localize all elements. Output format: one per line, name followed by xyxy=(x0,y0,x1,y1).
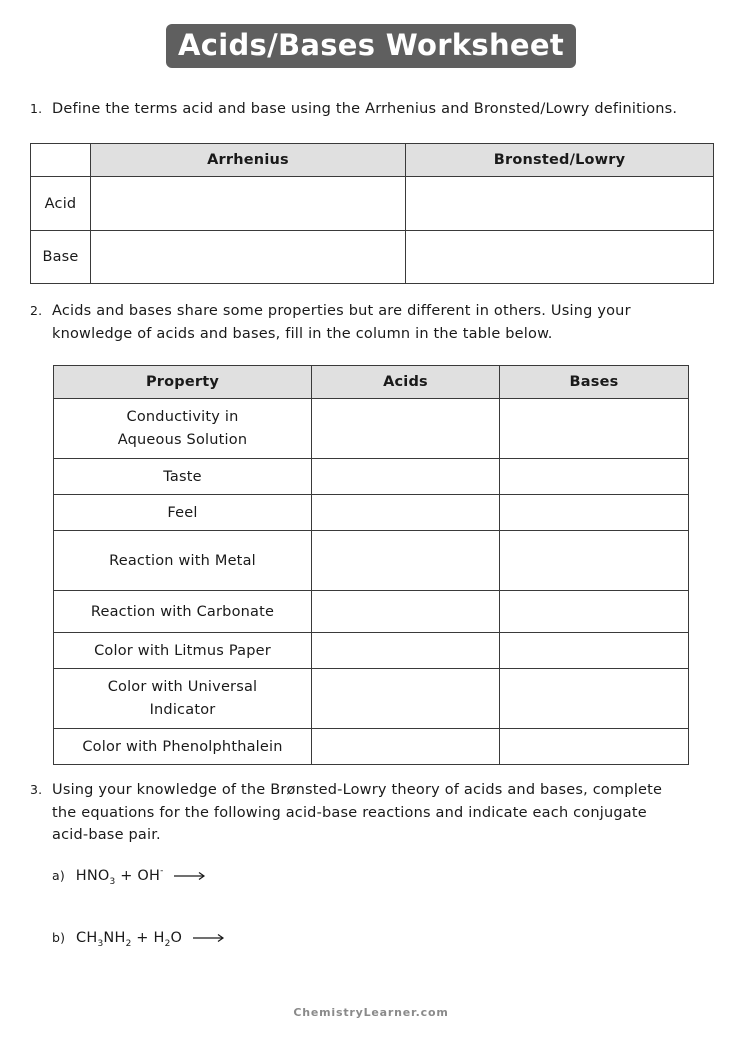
answer-cell[interactable] xyxy=(312,729,500,765)
property-cell: Feel xyxy=(54,495,312,531)
question-text-line-2: the equations for the following acid-base reactions and indicate each conjugate xyxy=(52,804,647,821)
property-label: Conductivity in xyxy=(126,409,239,425)
equation-b xyxy=(52,927,352,956)
table-row xyxy=(54,633,689,669)
table-row xyxy=(54,669,689,729)
table-row xyxy=(54,531,689,591)
property-cell: Reaction with Metal xyxy=(54,531,312,591)
answer-cell[interactable] xyxy=(312,669,500,729)
header-bases: Bases xyxy=(500,366,689,399)
answer-cell[interactable] xyxy=(312,459,500,495)
property-cell xyxy=(54,399,312,459)
answer-cell[interactable] xyxy=(500,591,689,633)
answer-cell[interactable] xyxy=(500,669,689,729)
row-label-base: Base xyxy=(31,231,91,284)
question-text-line-1: Acids and bases share some properties but are different in others. Using your xyxy=(52,303,631,319)
equation-a xyxy=(52,860,352,894)
answer-cell[interactable] xyxy=(406,231,714,284)
property-cell xyxy=(54,669,312,729)
answer-cell[interactable] xyxy=(312,633,500,669)
equation-label: a) xyxy=(52,868,65,883)
property-cell: Reaction with Carbonate xyxy=(54,591,312,633)
definitions-table xyxy=(30,143,714,284)
question-3 xyxy=(30,779,720,847)
answer-cell[interactable] xyxy=(91,177,406,231)
property-label: Aqueous Solution xyxy=(117,431,248,448)
question-number: 3. xyxy=(30,782,43,797)
empty-corner-cell xyxy=(31,144,91,177)
answer-cell[interactable] xyxy=(500,531,689,591)
property-label: Color with Universal xyxy=(107,679,258,695)
table-row xyxy=(54,459,689,495)
property-cell: Taste xyxy=(54,459,312,495)
answer-cell[interactable] xyxy=(500,495,689,531)
question-number: 2. xyxy=(30,303,43,318)
header-arrhenius: Arrhenius xyxy=(91,144,406,177)
footer-site-name: ChemistryLearner.com xyxy=(293,1006,449,1019)
table-row xyxy=(31,177,714,231)
answer-cell[interactable] xyxy=(500,399,689,459)
reaction-arrow-icon xyxy=(174,871,206,881)
question-text-line-1: Using your knowledge of the Brønsted-Lowry theory of acids and bases, complete xyxy=(52,782,663,798)
question-text-line-2: knowledge of acids and bases, fill in the column in the table below. xyxy=(52,325,553,342)
answer-cell[interactable] xyxy=(500,459,689,495)
property-cell: Color with Phenolphthalein xyxy=(54,729,312,765)
equation-label: b) xyxy=(52,930,66,945)
header-bronsted-lowry: Bronsted/Lowry xyxy=(406,144,714,177)
table-row xyxy=(54,729,689,765)
question-number: 1. xyxy=(30,101,43,116)
equation-formula: $CH_3NH_2 + H_2O$ xyxy=(76,930,183,949)
property-label: Indicator xyxy=(149,701,216,718)
table-row xyxy=(54,399,689,459)
answer-cell[interactable] xyxy=(312,531,500,591)
properties-table xyxy=(53,365,689,765)
title-container xyxy=(0,24,742,68)
answer-cell[interactable] xyxy=(91,231,406,284)
table-row xyxy=(54,591,689,633)
answer-cell[interactable] xyxy=(312,591,500,633)
page-title: Acids/Bases Worksheet xyxy=(166,24,576,68)
equation-formula: $HNO_3 + OH^-$ xyxy=(75,866,164,887)
answer-cell[interactable] xyxy=(500,729,689,765)
header-acids: Acids xyxy=(312,366,500,399)
answer-cell[interactable] xyxy=(312,399,500,459)
property-cell: Color with Litmus Paper xyxy=(54,633,312,669)
question-text: Define the terms acid and base using the Arrhenius and Bronsted/Lowry definitions. xyxy=(52,101,678,117)
answer-cell[interactable] xyxy=(500,633,689,669)
row-label-acid: Acid xyxy=(31,177,91,231)
answer-cell[interactable] xyxy=(406,177,714,231)
header-property: Property xyxy=(54,366,312,399)
table-row xyxy=(54,495,689,531)
question-2 xyxy=(30,300,720,346)
question-text-line-3: acid-base pair. xyxy=(52,827,161,843)
table-row xyxy=(31,231,714,284)
answer-cell[interactable] xyxy=(312,495,500,531)
reaction-arrow-icon xyxy=(193,933,225,943)
